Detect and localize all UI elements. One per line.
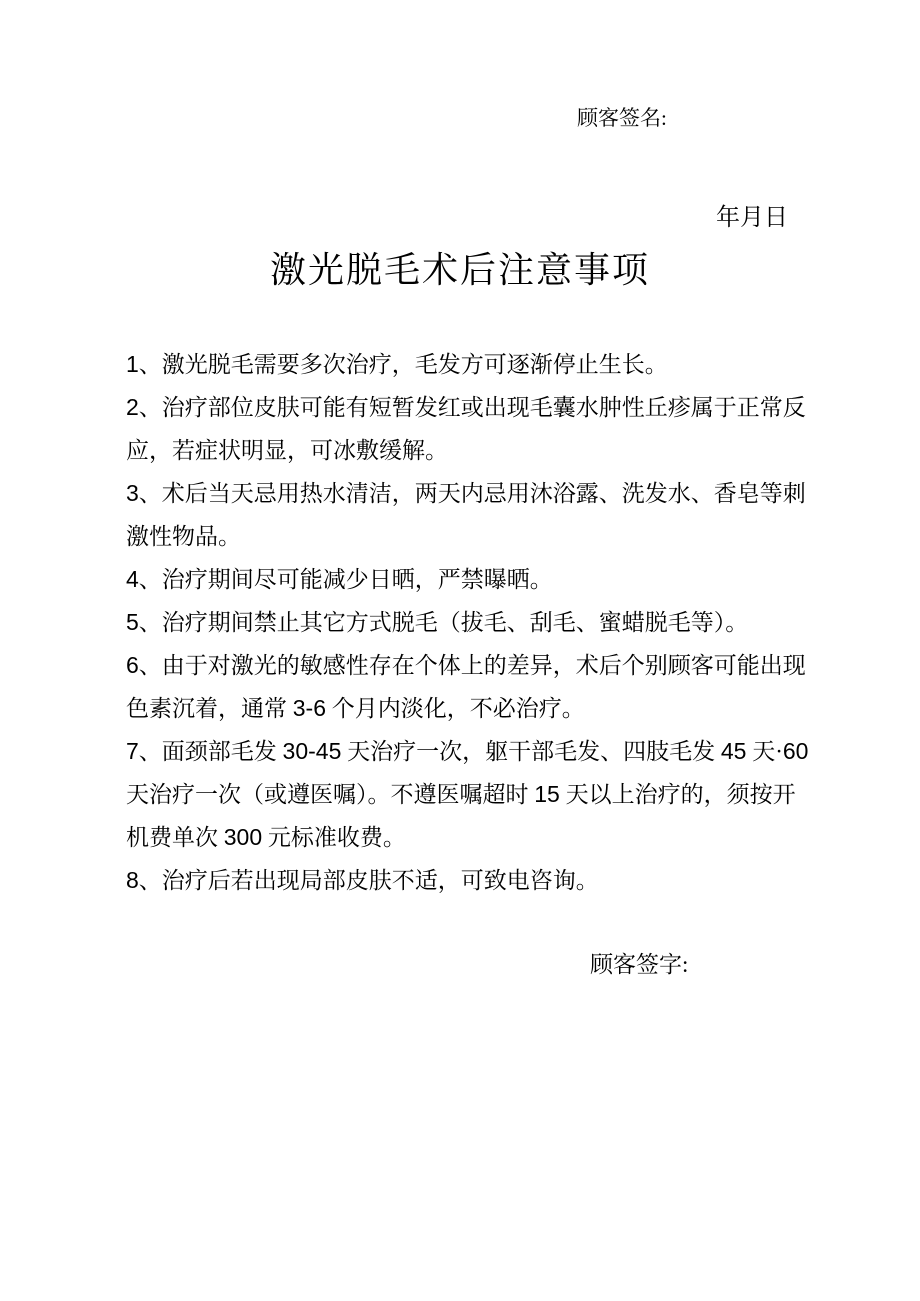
note-line <box>126 773 826 816</box>
note-number-run: 15 <box>534 781 560 807</box>
customer-signature-label-bottom: 顾客签字: <box>590 952 689 977</box>
note-text-run: 、激光脱毛需要多次治疗，毛发方可逐渐停止生长。 <box>138 352 668 377</box>
note-line <box>126 515 826 558</box>
note-text-run: 、治疗后若出现局部皮肤不适，可致电咨询。 <box>138 868 599 893</box>
note-text-run: 天以上治疗的，须按开 <box>559 782 796 807</box>
note-text-run: 色素沉着，通常 <box>126 696 293 721</box>
note-text-run: 、术后当天忌用热水清洁，两天内忌用沐浴露、洗发水、香皂等刺 <box>138 481 806 506</box>
note-number-run: 1 <box>126 351 139 377</box>
note-text-run: 、治疗部位皮肤可能有短暂发红或出现毛囊水肿性丘疹属于正常反 <box>138 395 806 420</box>
note-line <box>126 859 826 902</box>
customer-signature-label-top: 顾客签名: <box>577 106 667 130</box>
note-line <box>126 816 826 859</box>
note-line <box>126 644 826 687</box>
note-line <box>126 601 826 644</box>
page-title: 激光脱毛术后注意事项 <box>269 250 650 290</box>
note-text-run: 、面颈部毛发 <box>138 739 283 764</box>
note-text-run: 激性物品。 <box>126 524 241 549</box>
note-line <box>126 472 826 515</box>
note-text-run: 机费单次 <box>126 825 224 850</box>
note-text-run: 天· <box>746 739 783 764</box>
note-line <box>126 558 826 601</box>
note-number-run: 30-45 <box>282 738 342 764</box>
note-number-run: 60 <box>782 738 809 764</box>
note-line <box>126 730 826 773</box>
note-text-run: 应，若症状明显，可冰敷缓解。 <box>126 438 448 463</box>
note-number-run: 7 <box>126 738 139 764</box>
note-number-run: 4 <box>126 566 139 592</box>
date-label: 年月日 <box>716 205 788 231</box>
note-line <box>126 343 826 386</box>
note-number-run: 2 <box>126 394 139 420</box>
note-number-run: 45 <box>720 738 747 764</box>
note-line <box>126 386 826 429</box>
note-text-run: 个月内淡化，不必治疗。 <box>326 696 585 721</box>
notes-list <box>126 343 826 902</box>
note-number-run: 300 <box>223 824 263 850</box>
note-number-run: 6 <box>126 652 139 678</box>
note-text-run: 、由于对激光的敏感性存在个体上的差异，术后个别顾客可能出现 <box>138 653 806 678</box>
note-number-run: 3-6 <box>292 695 326 721</box>
note-number-run: 8 <box>126 867 139 893</box>
note-text-run: 天治疗一次（或遵医嘱）。不遵医嘱超时 <box>126 782 535 807</box>
note-line <box>126 687 826 730</box>
note-text-run: 元标准收费。 <box>262 825 406 850</box>
note-number-run: 3 <box>126 480 139 506</box>
note-number-run: 5 <box>126 609 139 635</box>
note-text-run: 、治疗期间禁止其它方式脱毛（拔毛、刮毛、蜜蜡脱毛等）。 <box>138 610 749 635</box>
note-text-run: 、治疗期间尽可能减少日晒，严禁曝晒。 <box>138 567 553 592</box>
note-line <box>126 429 826 472</box>
note-text-run: 天治疗一次，躯干部毛发、四肢毛发 <box>341 739 721 764</box>
